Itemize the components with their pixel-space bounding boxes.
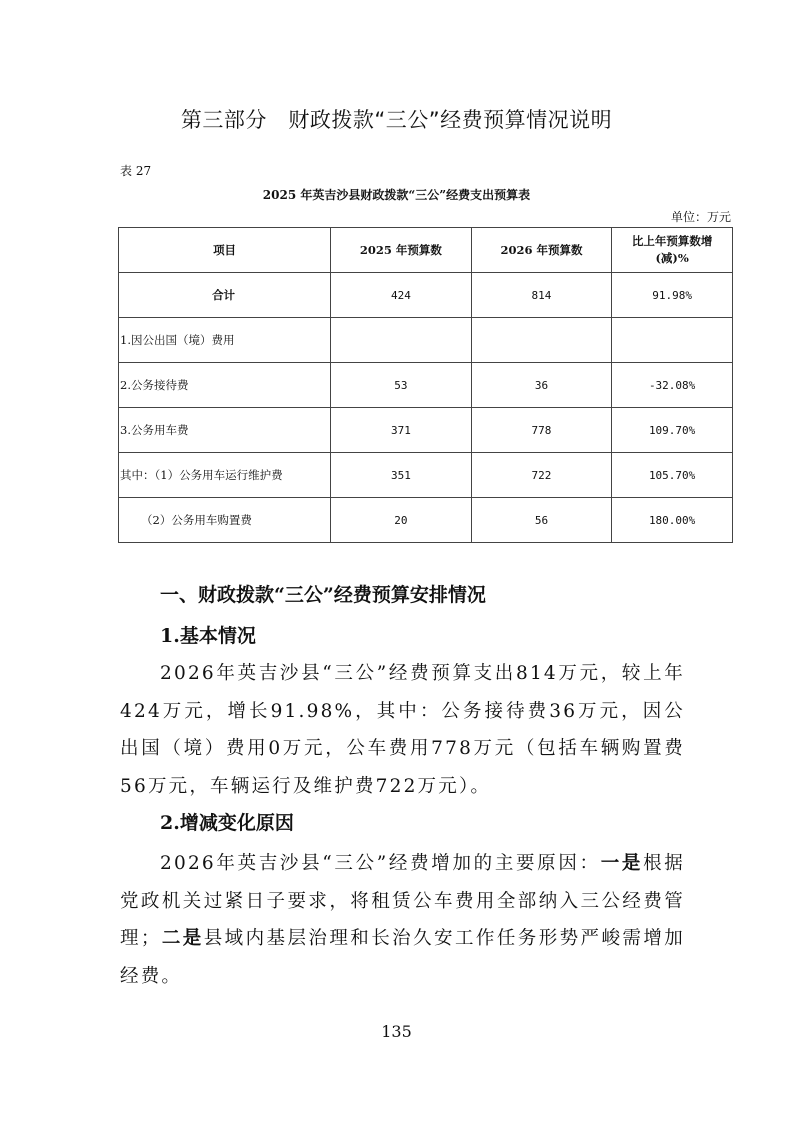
paragraph-change-text-a: 2026年英吉沙县“三公”经费增加的主要原因： — [160, 853, 601, 874]
header-2026: 2026 年预算数 — [471, 228, 612, 273]
row-change: 180.00% — [612, 498, 733, 543]
subsection-heading-change: 2.增减变化原因 — [160, 812, 294, 834]
table-row — [119, 273, 733, 318]
row-item: 3.公务用车费 — [119, 408, 331, 453]
paragraph-change-text-b: 根据党政机关过紧日子要求，将租赁公车费用全部纳入三公经费管理； — [120, 853, 685, 949]
row-item: 1.因公出国（境）费用 — [119, 318, 331, 363]
table-header-row — [119, 228, 733, 273]
row-item: （2）公务用车购置费 — [119, 498, 331, 543]
row-2026: 778 — [471, 408, 612, 453]
table-number: 表 27 — [120, 164, 152, 178]
row-item: 合计 — [119, 273, 331, 318]
emphasis-first: 一是 — [600, 853, 644, 874]
table-row — [119, 318, 733, 363]
subsection-heading-basic: 1.基本情况 — [160, 625, 256, 647]
header-change: 比上年预算数增(减)% — [612, 228, 733, 273]
paragraph-change-text-c: 县域内基层治理和长治久安工作任务形势严峻需增加经费。 — [120, 928, 685, 987]
section-heading: 一、财政拨款“三公”经费预算安排情况 — [160, 584, 486, 606]
row-change: -32.08% — [612, 363, 733, 408]
row-2026 — [471, 318, 612, 363]
row-2025: 351 — [331, 453, 472, 498]
emphasis-second: 二是 — [161, 928, 204, 949]
row-change: 109.70% — [612, 408, 733, 453]
row-change: 105.70% — [612, 453, 733, 498]
row-2026: 722 — [471, 453, 612, 498]
header-2025: 2025 年预算数 — [331, 228, 472, 273]
paragraph-change — [120, 845, 685, 995]
row-2025 — [331, 318, 472, 363]
row-change: 91.98% — [612, 273, 733, 318]
table-row — [119, 453, 733, 498]
row-2026: 814 — [471, 273, 612, 318]
row-item: 2.公务接待费 — [119, 363, 331, 408]
table-title: 2025 年英吉沙县财政拨款“三公”经费支出预算表 — [262, 188, 531, 202]
row-2026: 36 — [471, 363, 612, 408]
page-number: 135 — [381, 1022, 412, 1041]
table-row — [119, 363, 733, 408]
row-item: 其中：（1）公务用车运行维护费 — [119, 453, 331, 498]
row-2025: 53 — [331, 363, 472, 408]
row-2025: 20 — [331, 498, 472, 543]
budget-table — [118, 227, 733, 543]
table-row — [119, 408, 733, 453]
row-change — [612, 318, 733, 363]
part-title: 第三部分 财政拨款“三公”经费预算情况说明 — [180, 108, 613, 132]
paragraph-basic-text: 2026年英吉沙县“三公”经费预算支出814万元，较上年424万元，增长91.98%，其中：公务接待费36万元，因公出国（境）费用0万元，公车费用778万元（包括车辆购置费56万元，车辆运行及维护费722万元）。 — [120, 663, 685, 797]
row-2025: 371 — [331, 408, 472, 453]
table-row — [119, 498, 733, 543]
row-2025: 424 — [331, 273, 472, 318]
paragraph-basic — [120, 655, 685, 805]
header-item: 项目 — [119, 228, 331, 273]
row-2026: 56 — [471, 498, 612, 543]
table-unit: 单位：万元 — [670, 210, 731, 224]
